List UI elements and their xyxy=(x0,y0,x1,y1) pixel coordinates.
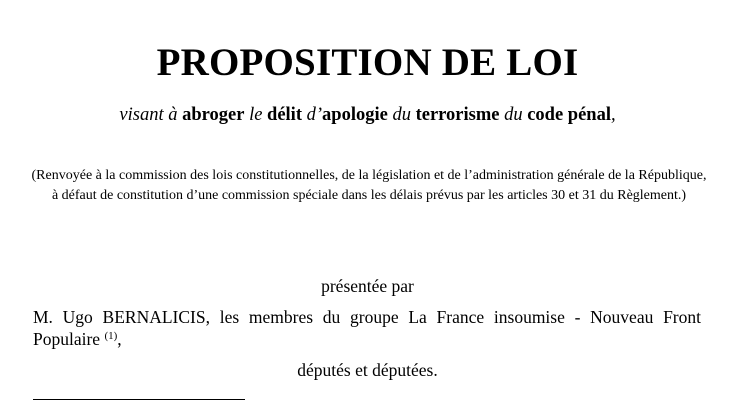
authors-trailing: , xyxy=(117,329,122,349)
subtitle-part: d’ xyxy=(306,105,323,125)
authors-text: M. Ugo BERNALICIS, les membres du groupe La France insoumise - Nouveau Front Populaire xyxy=(33,307,701,349)
presented-by: présentée par xyxy=(321,276,414,296)
subtitle-part: du xyxy=(392,105,411,125)
deputies-line: députés et députées. xyxy=(297,360,438,380)
subtitle-part: code pénal xyxy=(527,105,611,125)
subtitle-part: visant à xyxy=(119,105,178,125)
subtitle-part: terrorisme xyxy=(415,105,500,125)
authors-line xyxy=(33,306,701,350)
document-title: PROPOSITION DE LOI xyxy=(156,41,579,84)
subtitle-part: abroger xyxy=(182,105,245,125)
document-subtitle xyxy=(0,103,735,127)
footnote-marker[interactable]: (1) xyxy=(104,330,118,342)
footnote-separator-rule xyxy=(33,399,245,400)
subtitle-part: , xyxy=(610,105,616,125)
subtitle-part: délit xyxy=(267,105,302,125)
subtitle-part: du xyxy=(504,105,523,125)
referral-note: (Renvoyée à la commission des lois constitutionnelles, de la législation et de l’administration générale de la République, à défaut de constitution d’une commission spéciale dans les délais prévus par les articles 30 et 31 du Règlement.) xyxy=(31,168,707,203)
subtitle-part: apologie xyxy=(322,105,388,125)
subtitle-part: le xyxy=(249,105,263,125)
